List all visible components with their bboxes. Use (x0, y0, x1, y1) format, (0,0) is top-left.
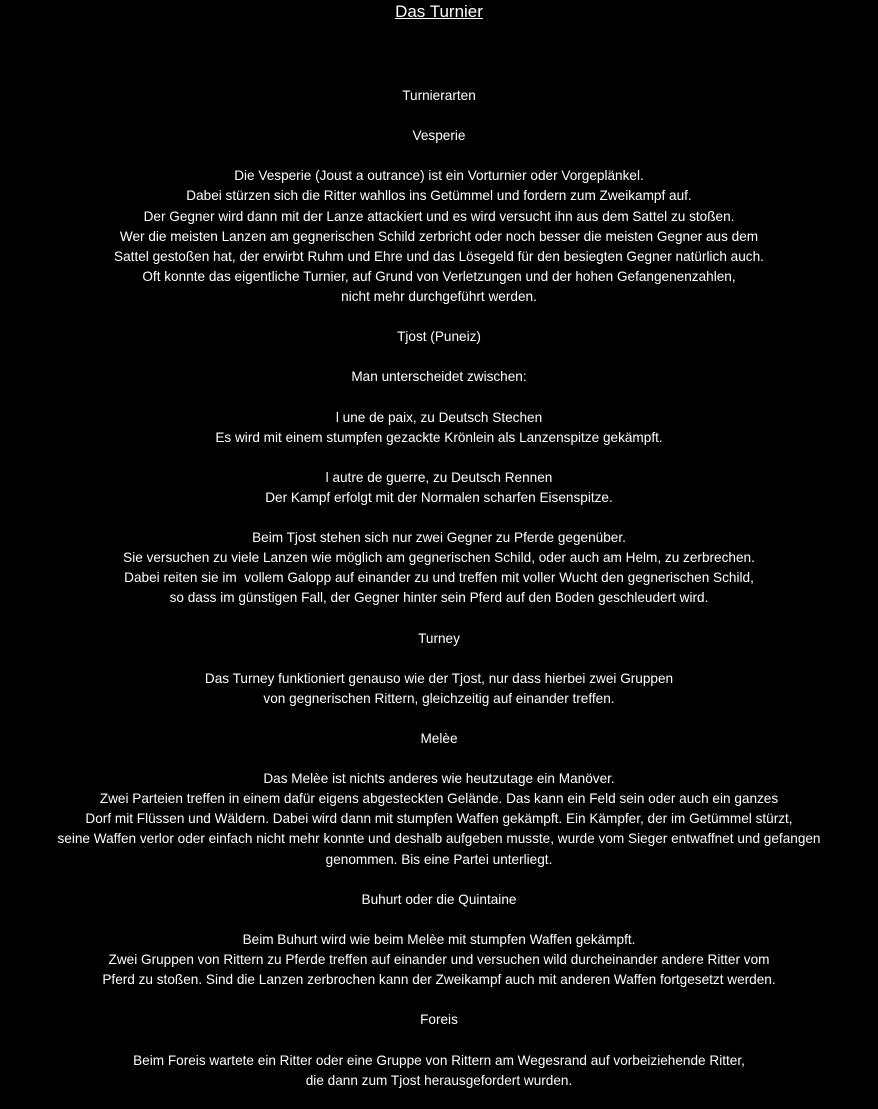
text-line: Der Gegner wird dann mit der Lanze attackiert und es wird versucht ihn aus dem Sattel zu stoßen. (143, 208, 735, 224)
paragraph-gap (0, 106, 878, 126)
paragraph-gap (0, 870, 878, 890)
text-line: Beim Foreis wartete ein Ritter oder eine Gruppe von Rittern am Wegesrand auf vorbeiziehende Ritter, (133, 1052, 745, 1068)
page-title: Das Turnier (395, 2, 483, 21)
text-line: von gegnerischen Rittern, gleichzeitig auf einander treffen. (263, 690, 615, 706)
text-line: Oft konnte das eigentliche Turnier, auf Grund von Verletzungen und der hohen Gefangenenzahlen, (142, 268, 736, 284)
paragraph (0, 166, 878, 307)
paragraph (0, 1051, 878, 1091)
paragraph-gap (0, 910, 878, 930)
text-line: Turney (418, 630, 460, 646)
text-line: Pferd zu stoßen. Sind die Lanzen zerbrochen kann der Zweikampf auch mit anderen Waffen fortgesetzt werden. (102, 972, 776, 988)
paragraph-gap (0, 146, 878, 166)
text-line: Sie versuchen zu viele Lanzen wie möglich am gegnerischen Schild, oder auch am Helm, zu zerbrechen. (123, 550, 755, 566)
text-line: Wer die meisten Lanzen am gegnerischen Schild zerbricht oder noch besser die meisten Gegner aus dem (119, 228, 759, 244)
text-line: Beim Buhurt wird wie beim Melèe mit stumpfen Waffen gekämpft. (242, 931, 636, 947)
text-line: Beim Tjost stehen sich nur zwei Gegner zu Pferde gegenüber. (252, 530, 626, 546)
paragraph-gap (0, 749, 878, 769)
text-line: die dann zum Tjost herausgefordert wurden. (305, 1072, 573, 1088)
section-heading (0, 1010, 878, 1030)
text-line: Buhurt oder die Quintaine (361, 891, 517, 907)
text-line: Dabei reiten sie im vollem Galopp auf einander zu und treffen mit voller Wucht den gegnerischen Schild, (124, 570, 754, 586)
text-line: Der Kampf erfolgt mit der Normalen scharfen Eisenspitze. (265, 489, 613, 505)
paragraph-gap (0, 347, 878, 367)
text-line: Tjost (Puneiz) (397, 329, 481, 345)
text-line: Turnierarten (402, 88, 476, 103)
text-line: Dorf mit Flüssen und Wäldern. Dabei wird dann mit stumpfen Waffen gekämpft. Ein Kämpfer, der im Getümmel stürzt, (85, 811, 793, 827)
section-heading (0, 86, 878, 106)
paragraph-gap (0, 608, 878, 628)
paragraph (0, 669, 878, 709)
text-line: Foreis (420, 1012, 458, 1028)
text-line: Vesperie (412, 128, 466, 144)
paragraph-gap (0, 1030, 878, 1050)
text-line: Die Vesperie (Joust a outrance) ist ein Vorturnier oder Vorgeplänkel. (234, 168, 644, 184)
section-heading (0, 729, 878, 749)
text-line: Sattel gestoßen hat, der erwirbt Ruhm und Ehre und das Lösegeld für den besiegten Gegner natürlich auch. (114, 248, 764, 264)
paragraph-gap (0, 990, 878, 1010)
text-line: l autre de guerre, zu Deutsch Rennen (325, 469, 553, 485)
text-line: nicht mehr durchgeführt werden. (341, 288, 537, 304)
text-line: genommen. Bis eine Partei unterliegt. (325, 851, 553, 867)
paragraph-gap (0, 508, 878, 528)
paragraph (0, 769, 878, 869)
paragraph (0, 408, 878, 448)
text-line: Das Turney funktioniert genauso wie der Tjost, nur dass hierbei zwei Gruppen (204, 670, 674, 686)
section-heading (0, 629, 878, 649)
paragraph-gap (0, 649, 878, 669)
text-line: Melèe (420, 731, 458, 746)
text-line: Es wird mit einem stumpfen gezackte Krönlein als Lanzenspitze gekämpft. (215, 429, 663, 445)
section-heading (0, 126, 878, 146)
paragraph (0, 468, 878, 508)
paragraph-gap (0, 448, 878, 468)
text-line: l une de paix, zu Deutsch Stechen (335, 409, 543, 425)
paragraph-gap (0, 307, 878, 327)
paragraph (0, 528, 878, 608)
text-line: Zwei Parteien treffen in einem dafür eigens abgesteckten Gelände. Das kann ein Feld sein oder auch ein ganzes (99, 791, 779, 807)
section-heading (0, 367, 878, 387)
section-heading (0, 327, 878, 347)
article-body (0, 86, 878, 1091)
paragraph-gap (0, 387, 878, 407)
section-heading (0, 890, 878, 910)
paragraph (0, 930, 878, 990)
text-line: seine Waffen verlor oder einfach nicht mehr konnte und deshalb aufgeben musste, wurde vom Sieger entwaffnet und gefangen (57, 831, 821, 847)
paragraph-gap (0, 709, 878, 729)
text-line: Dabei stürzen sich die Ritter wahllos ins Getümmel und fordern zum Zweikampf auf. (186, 188, 692, 204)
text-line: Zwei Gruppen von Rittern zu Pferde treffen auf einander und versuchen wild durcheinander andere Ritter vom (108, 952, 770, 968)
text-line: so dass im günstigen Fall, der Gegner hinter sein Pferd auf den Boden geschleudert wird. (169, 590, 709, 606)
text-line: Das Melèe ist nichts anderes wie heutzutage ein Manöver. (263, 771, 615, 787)
text-line: Man unterscheidet zwischen: (351, 369, 527, 385)
